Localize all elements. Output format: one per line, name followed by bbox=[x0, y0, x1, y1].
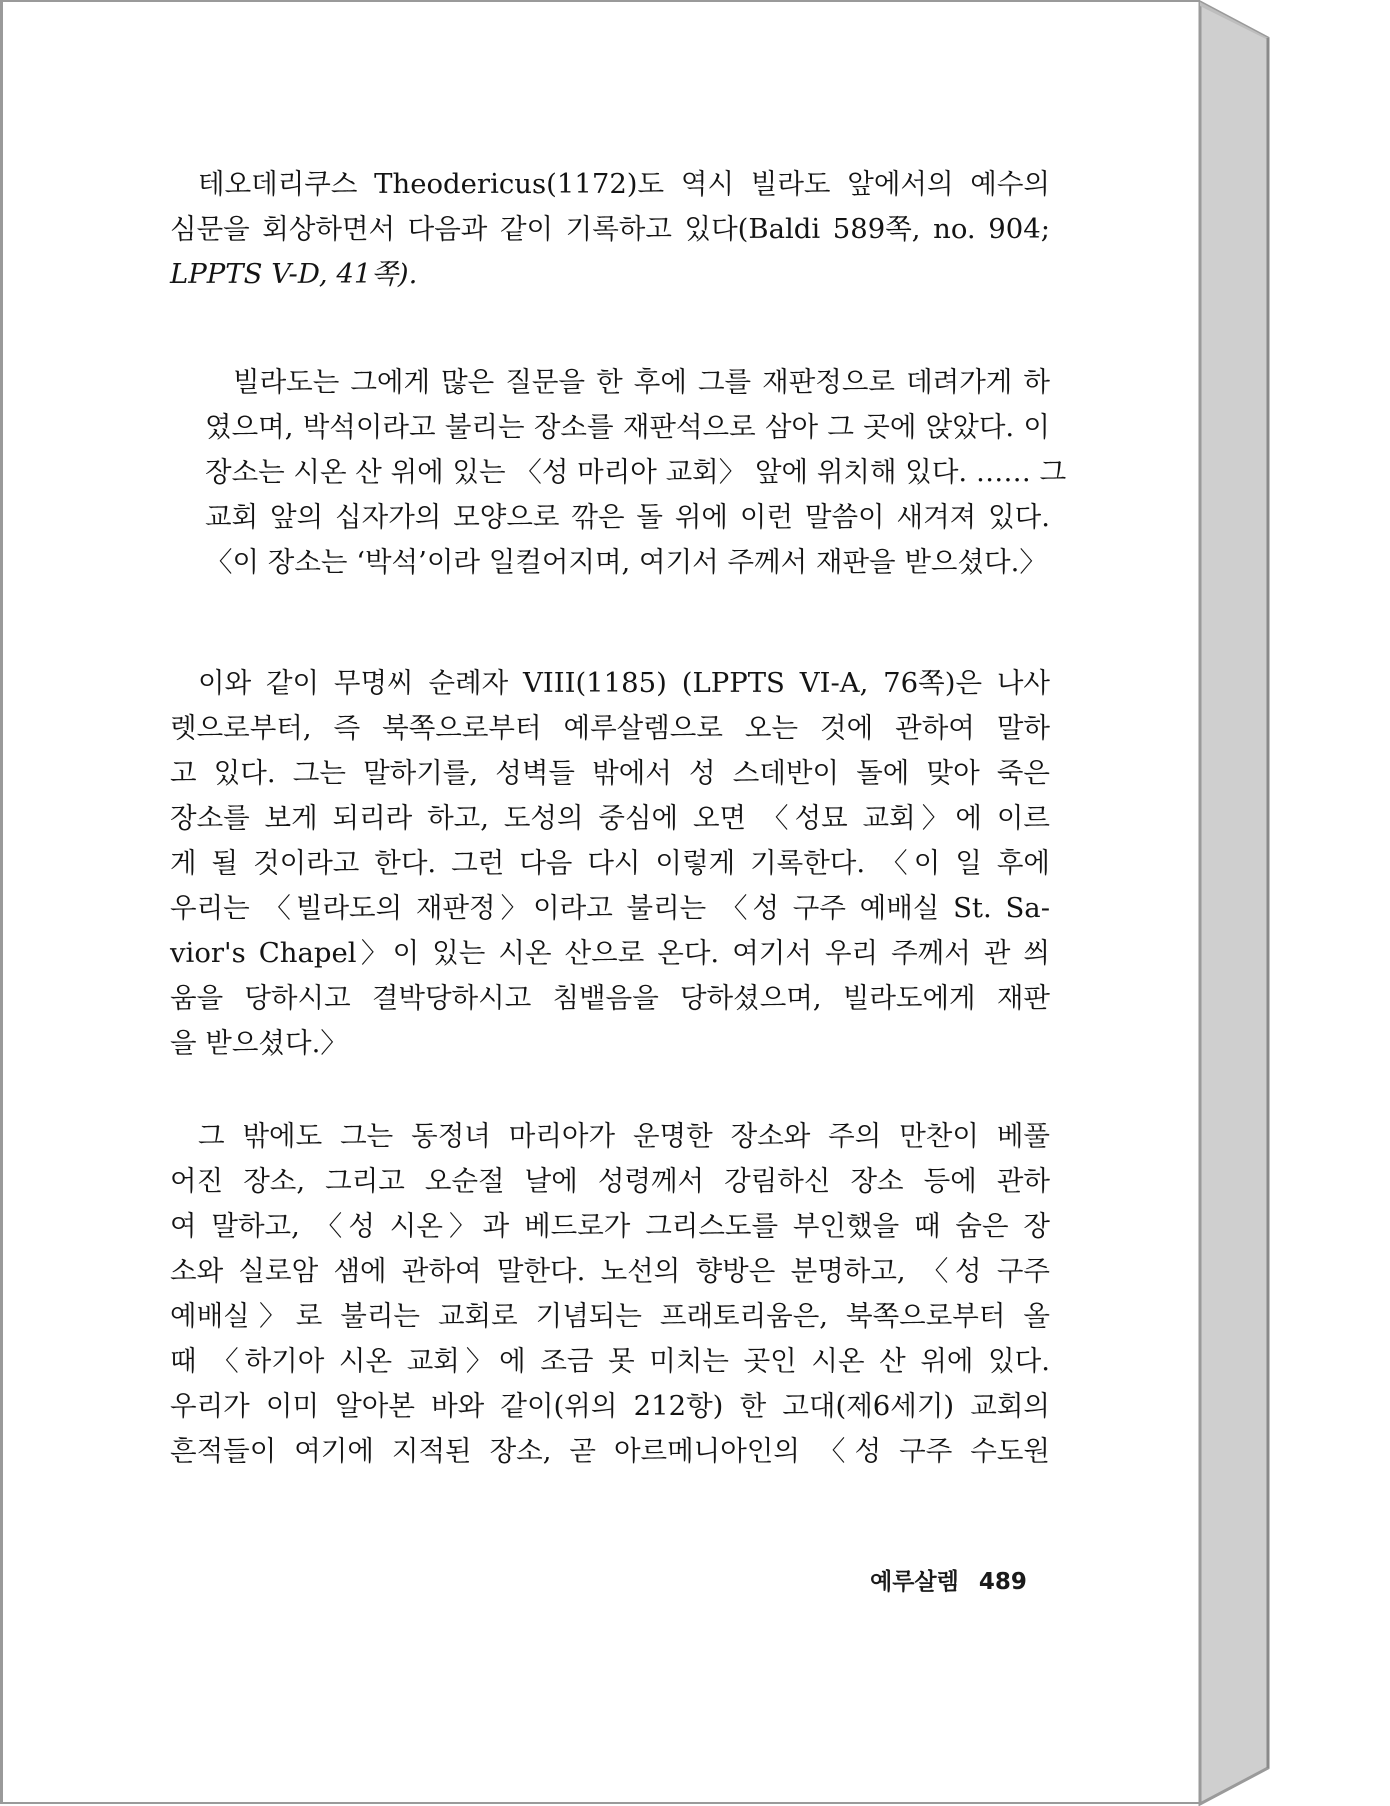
text-line: 소와 실로암 샘에 관하여 말한다. 노선의 향방은 분명하고, 〈성 구주 bbox=[170, 1255, 1050, 1287]
text-line: 때 〈하기아 시온 교회〉에 조금 못 미치는 곳인 시온 산 위에 있다. bbox=[170, 1345, 1050, 1377]
text-line: 테오데리쿠스 Theodericus(1172)도 역시 빌라도 앞에서의 예수의 bbox=[198, 168, 1050, 200]
text-line: 어진 장소, 그리고 오순절 날에 성령께서 강림하신 장소 등에 관하 bbox=[170, 1165, 1050, 1197]
quote-line: 장소는 시온 산 위에 있는 〈성 마리아 교회〉 앞에 위치해 있다. …… 그 bbox=[205, 456, 1067, 488]
text-line: LPPTS V-D, 41쪽). bbox=[170, 258, 418, 290]
quote-line: 였으며, 박석이라고 불리는 장소를 재판석으로 삼아 그 곳에 앉았다. 이 bbox=[205, 411, 1050, 443]
page-number: 489 bbox=[978, 1569, 1027, 1595]
quote-line: 〈이 장소는 ‘박석’이라 일컬어지며, 여기서 주께서 재판을 받으셨다.〉 bbox=[205, 546, 1047, 578]
quote-line: 빌라도는 그에게 많은 질문을 한 후에 그를 재판정으로 데려가게 하 bbox=[233, 366, 1050, 398]
text-line: 이와 같이 무명씨 순례자 VIII(1185) (LPPTS VI-A, 76쪽)은 나사 bbox=[198, 667, 1050, 699]
paragraph-theodericus bbox=[170, 162, 1050, 297]
text-line: 흔적들이 여기에 지적된 장소, 곧 아르메니아인의 〈성 구주 수도원 bbox=[170, 1435, 1050, 1467]
text-line: 게 될 것이라고 한다. 그런 다음 다시 이렇게 기록한다. 〈이 일 후에 bbox=[170, 847, 1050, 879]
text-line: 예배실〉로 불리는 교회로 기념되는 프래토리움은, 북쪽으로부터 올 bbox=[170, 1300, 1050, 1332]
text-line: 그 밖에도 그는 동정녀 마리아가 운명한 장소와 주의 만찬이 베풀 bbox=[198, 1120, 1050, 1152]
text-line: 여 말하고, 〈성 시온〉과 베드로가 그리스도를 부인했을 때 숨은 장 bbox=[170, 1210, 1050, 1242]
quote-line: 교회 앞의 십자가의 모양으로 깎은 돌 위에 이런 말씀이 새겨져 있다. bbox=[205, 501, 1050, 533]
text-line: 우리는 〈빌라도의 재판정〉이라고 불리는 〈성 구주 예배실 St. Sa- bbox=[170, 892, 1050, 924]
text-line: 장소를 보게 되리라 하고, 도성의 중심에 오면 〈성묘 교회〉에 이르 bbox=[170, 802, 1050, 834]
text-line: 심문을 회상하면서 다음과 같이 기록하고 있다(Baldi 589쪽, no. 904; bbox=[170, 213, 1050, 245]
running-title: 예루살렘 bbox=[870, 1569, 959, 1595]
text-line: vior's Chapel〉이 있는 시온 산으로 온다. 여기서 우리 주께서 관 씌 bbox=[170, 937, 1050, 969]
text-line: 고 있다. 그는 말하기를, 성벽들 밖에서 성 스데반이 돌에 맞아 죽은 bbox=[170, 757, 1050, 789]
text-line: 렛으로부터, 즉 북쪽으로부터 예루살렘으로 오는 것에 관하여 말하 bbox=[170, 712, 1050, 744]
text-line: 을 받으셨다.〉 bbox=[170, 1027, 348, 1059]
text-line: 우리가 이미 알아본 바와 같이(위의 212항) 한 고대(제6세기) 교회의 bbox=[170, 1390, 1050, 1422]
page-footer bbox=[870, 1563, 1039, 1596]
block-quote bbox=[205, 360, 1067, 585]
paragraph-anonymous-pilgrim bbox=[170, 661, 1050, 1066]
text-line: 움을 당하시고 결박당하시고 침뱉음을 당하셨으며, 빌라도에게 재판 bbox=[170, 982, 1050, 1014]
paragraph-praetorium bbox=[170, 1114, 1050, 1474]
